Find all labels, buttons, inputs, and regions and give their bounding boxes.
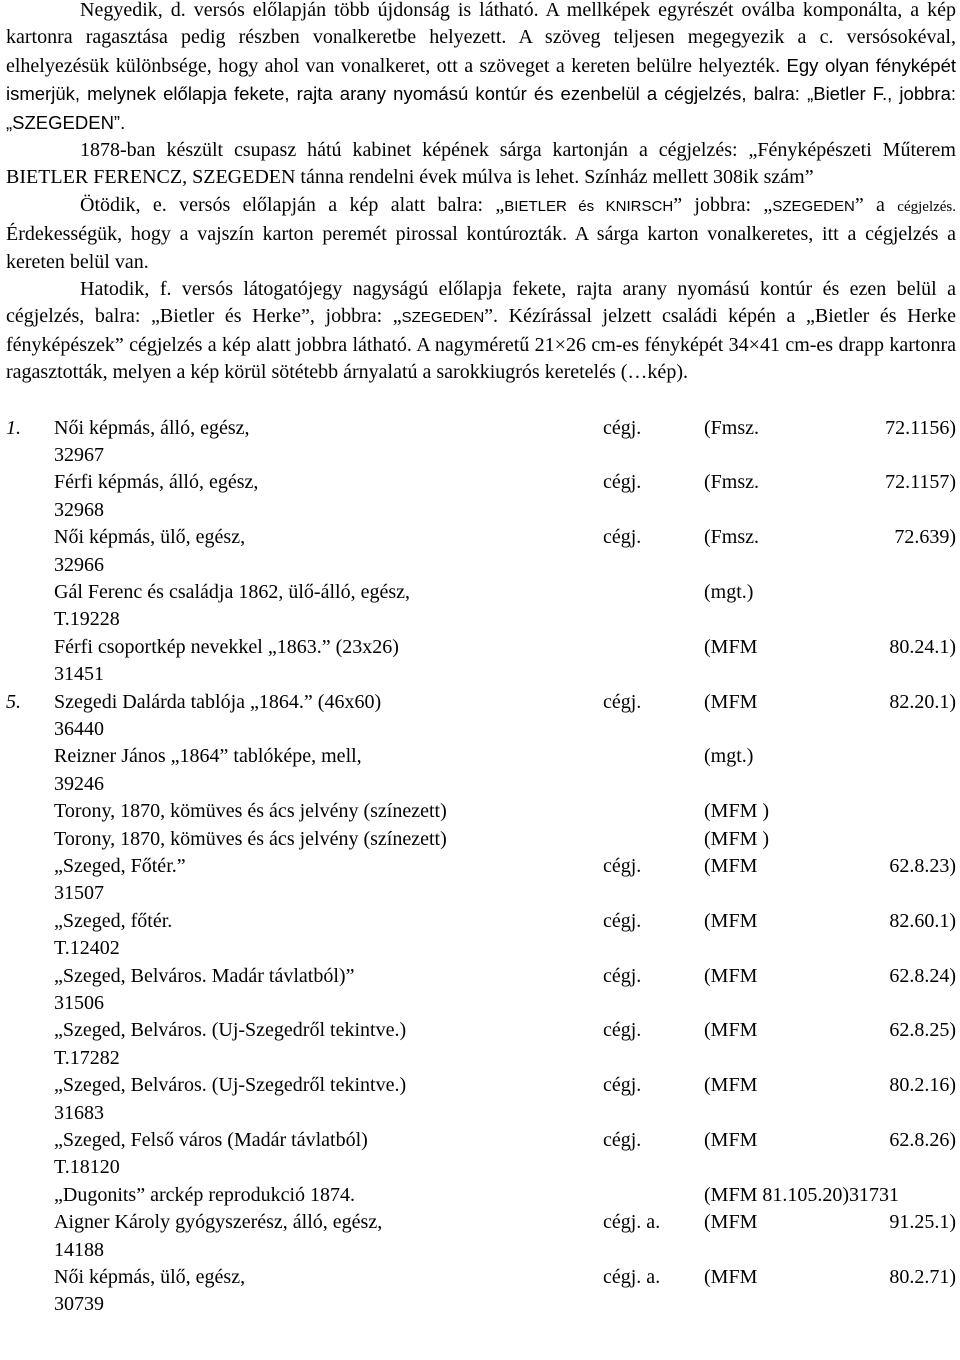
entry-ref: 72.639)	[894, 526, 956, 549]
entry-inv: 14188	[54, 1238, 104, 1261]
entry-coll: (Fmsz.	[704, 526, 759, 549]
entry-coll: (Fmsz.	[704, 471, 759, 494]
entry-inv: 31506	[54, 992, 104, 1015]
entry-inv: 39246	[54, 772, 104, 795]
list-item	[6, 963, 956, 1018]
entry-inv: 31451	[54, 663, 104, 686]
list-item	[6, 853, 956, 908]
entry-coll: (MFM	[704, 1129, 758, 1152]
entry-coll: (MFM	[704, 690, 758, 713]
entry-inv: 30739	[54, 1293, 104, 1316]
entry-title: Férfi képmás, álló, egész,	[54, 471, 259, 494]
paragraph-e-text-1: Ötödik, e. versós előlapján a kép alatt balra: „	[80, 193, 505, 216]
entry-title: „Szeged, főtér.	[54, 909, 173, 932]
list-item	[6, 1072, 956, 1127]
paragraph-f-text-2: ”. Kézírással jelzett családi képén a „Bietler és Herke fényképészek” cégjelzés a kép alatt jobbra látható. A nagyméretű 21×26 cm-es fényképét 34×41 cm-es drapp kartonra ragasztották, melyen a kép körül sötétebb árnyalatú a sarokkiugrós keretelés (…kép).	[6, 305, 956, 384]
entry-inv: T.19228	[54, 608, 120, 631]
entry-title: Női képmás, ülő, egész,	[54, 526, 246, 549]
entry-title: Aigner Károly gyógyszerész, álló, egész,	[54, 1211, 383, 1234]
entry-inv: 31507	[54, 882, 104, 905]
entry-num: 5.	[6, 690, 21, 713]
paragraph-f	[6, 276, 956, 387]
list-item	[6, 524, 956, 579]
entry-mark: cégj.	[603, 855, 642, 878]
entry-inv: 31683	[54, 1101, 104, 1124]
entry-mark: cégj. a.	[603, 1266, 661, 1289]
entry-inv: 32966	[54, 553, 104, 576]
entry-mark: cégj.	[603, 526, 642, 549]
list-item	[6, 1182, 956, 1209]
entry-title: Női képmás, ülő, egész,	[54, 1266, 246, 1289]
entry-coll: (MFM	[704, 855, 758, 878]
paragraph-f-text-1: Hatodik, f. versós látogatójegy nagyságú előlapja fekete, rajta arany nyomású kontúr és ezen belül a cégjelzés, balra: „Bietler és Herke”, jobbra: „	[6, 278, 956, 328]
entry-mark: cégj.	[603, 1074, 642, 1097]
entry-coll: (MFM	[704, 635, 758, 658]
list-item	[6, 798, 956, 825]
entry-ref: 62.8.23)	[889, 855, 956, 878]
list-item	[6, 579, 956, 634]
entry-mark: cégj.	[603, 690, 642, 713]
entry-title: Torony, 1870, kömüves és ács jelvény (színezett)	[54, 827, 447, 850]
entry-mark: cégj.	[603, 1019, 642, 1042]
entry-ref: 80.24.1)	[889, 635, 956, 658]
entry-ref: 62.8.26)	[889, 1129, 956, 1152]
list-item	[6, 415, 956, 470]
entry-title: Férfi csoportkép nevekkel „1863.” (23x26)	[54, 635, 399, 658]
entry-coll: (MFM	[704, 1266, 758, 1289]
entry-coll: (mgt.)	[704, 581, 754, 604]
entry-inv: T.12402	[54, 937, 120, 960]
paragraph-e-brand: BIETLER és KNIRSCH	[504, 197, 674, 215]
entry-coll: (MFM	[704, 1074, 758, 1097]
entry-coll: (MFM	[704, 909, 758, 932]
paragraph-d	[6, 0, 956, 137]
entry-title: Reizner János „1864” tablóképe, mell,	[54, 745, 362, 768]
paragraph-f-city: SZEGEDEN	[401, 309, 485, 327]
list-item	[6, 743, 956, 798]
entry-ref: 62.8.25)	[889, 1019, 956, 1042]
entry-coll: (MFM	[704, 964, 758, 987]
entry-ref: 80.2.71)	[889, 1266, 956, 1289]
entry-title: „Szeged, Belváros. (Uj-Szegedről tekintve.)	[54, 1074, 407, 1097]
list-item	[6, 1209, 956, 1264]
entry-inv: 32967	[54, 444, 104, 467]
entry-title: Szegedi Dalárda tablója „1864.” (46x60)	[54, 690, 382, 713]
entry-ref: 91.25.1)	[889, 1211, 956, 1234]
paragraph-cabinet	[6, 137, 956, 192]
list-item	[6, 634, 956, 689]
paragraph-d-text: Negyedik, d. versós előlapján több újdonság is látható. A mellképek egyrészét oválba komponálta, a kép kartonra ragasztása pedig részben vonalkeretbe helyezett. A szöveg teljesen megegyezik a c. versósokéval, elhelyezésük különbsége, hogy ahol van vonalkeret, ott a szöveget a kereten belülre helyezték.	[6, 0, 956, 77]
entry-ref: 72.1157)	[885, 471, 956, 494]
entry-inv: T.17282	[54, 1046, 120, 1069]
entry-num: 1.	[6, 416, 21, 439]
paragraph-e-city: SZEGEDEN	[772, 197, 855, 215]
paragraph-e-text-2: ” jobbra: „	[673, 193, 773, 216]
list-item	[6, 1127, 956, 1182]
paragraph-e-text-3: ” a	[854, 193, 898, 216]
entry-mark: cégj.	[603, 909, 642, 932]
list-item	[6, 689, 956, 744]
entry-coll: (MFM	[704, 1019, 758, 1042]
paragraph-d-sans-text: Egy olyan fényképét ismerjük, melynek előlapja fekete, rajta arany nyomású kontúr és ezenbelül a cégjelzés, balra: „Bietler F., jobbra: „SZEGEDEN”.	[6, 54, 957, 133]
entry-title: „Szeged, Belváros. (Uj-Szegedről tekintve.)	[54, 1019, 407, 1042]
list-item	[6, 469, 956, 524]
entry-coll: (MFM )	[704, 800, 770, 823]
entry-mark: cégj.	[603, 1129, 642, 1152]
entry-mark: cégj.	[603, 416, 642, 439]
entry-ref: 62.8.24)	[889, 964, 956, 987]
paragraph-e-text-4: Érdekességük, hogy a vajszín karton peremét pirossal kontúrozták. A sárga karton vonalkeretes, itt a cégjelzés a kereten belül van.	[6, 223, 956, 273]
entry-title: „Szeged, Főtér.”	[54, 855, 186, 878]
entry-title: Gál Ferenc és családja 1862, ülő-álló, egész,	[54, 581, 410, 604]
entry-ref: 80.2.16)	[889, 1074, 956, 1097]
entry-ref: 82.60.1)	[889, 909, 956, 932]
entry-title: „Dugonits” arckép reprodukció 1874.	[54, 1183, 356, 1206]
paragraph-e-small: cégjelzés.	[897, 198, 957, 215]
list-item	[6, 1264, 956, 1319]
entry-coll: (MFM 81.105.20)31731	[704, 1183, 900, 1206]
entry-mark: cégj. a.	[603, 1211, 661, 1234]
entry-inv: 36440	[54, 718, 104, 741]
entry-ref: 72.1156)	[885, 416, 956, 439]
entry-title: „Szeged, Belváros. Madár távlatból)”	[54, 964, 355, 987]
document-page	[6, 0, 956, 1319]
entry-inv: 32968	[54, 498, 104, 521]
list-item	[6, 1017, 956, 1072]
entry-title: Torony, 1870, kömüves és ács jelvény (színezett)	[54, 800, 447, 823]
entry-ref: 82.20.1)	[889, 690, 956, 713]
list-item	[6, 908, 956, 963]
entry-mark: cégj.	[603, 964, 642, 987]
paragraph-e	[6, 192, 956, 276]
entry-coll: (mgt.)	[704, 745, 754, 768]
entry-title: Női képmás, álló, egész,	[54, 416, 250, 439]
paragraph-cabinet-text: 1878-ban készült csupasz hátú kabinet képének sárga kartonján a cégjelzés: „Fényképészeti Műterem BIETLER FERENCZ, SZEGEDEN tánna rendelni évek múlva is lehet. Színház mellett 308ik szám”	[6, 139, 956, 189]
list-item	[6, 826, 956, 853]
catalog-list	[6, 415, 956, 1319]
entry-mark: cégj.	[603, 471, 642, 494]
entry-inv: T.18120	[54, 1156, 120, 1179]
entry-coll: (MFM	[704, 1211, 758, 1234]
entry-coll: (MFM )	[704, 827, 770, 850]
entry-coll: (Fmsz.	[704, 416, 759, 439]
entry-title: „Szeged, Felső város (Madár távlatból)	[54, 1129, 368, 1152]
